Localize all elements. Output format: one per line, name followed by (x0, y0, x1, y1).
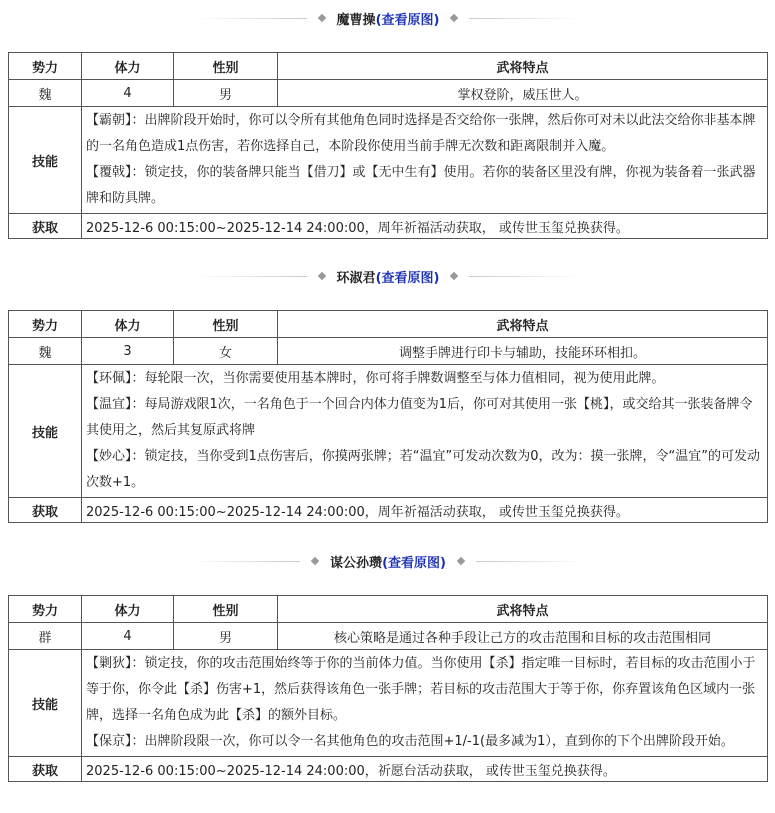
skills-row (9, 365, 768, 498)
gender-cell: 男 (174, 80, 278, 107)
hp-cell: 3 (82, 338, 174, 365)
acquire-label: 获取 (9, 498, 82, 523)
diamond-icon (311, 557, 319, 565)
acquire-cell: 2025-12-6 00:15:00~2025-12-14 24:00:00，祈愿台活动获取， 或传世玉玺兑换获得。 (82, 757, 768, 782)
diamond-icon (450, 272, 458, 280)
diamond-icon (317, 14, 325, 22)
acquire-row (9, 498, 768, 523)
diamond-icon (450, 14, 458, 22)
section-title-row (8, 0, 768, 36)
acquire-row (9, 757, 768, 782)
header-row (9, 311, 768, 338)
skill-text: 【保京】：出牌阶段限一次，你可以令一名其他角色的攻击范围+1/-1(最多减为1），直到你的下个出牌阶段开始。 (86, 734, 734, 749)
diamond-icon (457, 557, 465, 565)
trait-cell: 掌权登阶，威压世人。 (278, 80, 768, 107)
general-name: 谋公孙瓒 (330, 555, 383, 571)
trait-cell: 调整手牌进行印卡与辅助，技能环环相扣。 (278, 338, 768, 365)
gender-cell: 女 (174, 338, 278, 365)
skill-text: 【温宜】：每局游戏限1次，一名角色于一个回合内体力值变为1后，你可对其使用一张【桃】，或交给其一张装备牌令其使用之，然后其复原武将牌 (86, 397, 753, 438)
header-gender: 性别 (174, 53, 278, 80)
skill-text: 【剿狄】：锁定技，你的攻击范围始终等于你的当前体力值。当你使用【杀】指定唯一目标时，若目标的攻击范围小于等于你，你令此【杀】伤害+1，然后获得该角色一张手牌；若目标的攻击范围大于等于你，你弃置该角色区域内一张牌，选择一名角色成为此【杀】的额外目标。 (86, 656, 756, 723)
skill-text: 【霸朝】：出牌阶段开始时，你可以令所有其他角色同时选择是否交给你一张牌，然后你可对未以此法交给你非基本牌的一名角色造成1点伤害，若你选择自己，本阶段你使用当前手牌无次数和距离限制并入魔。 (86, 113, 756, 154)
skill-text: 【覆戟】：锁定技，你的装备牌只能当【借刀】或【无中生有】使用。若你的装备区里没有牌，你视为装备着一张武器牌和防具牌。 (86, 165, 756, 206)
header-hp: 体力 (82, 53, 174, 80)
faction-cell: 魏 (9, 80, 82, 107)
trait-cell: 核心策略是通过各种手段让己方的攻击范围和目标的攻击范围相同 (278, 623, 768, 650)
general-section-1 (8, 0, 768, 239)
divider-line-left (197, 276, 307, 277)
general-title (337, 267, 440, 286)
header-gender: 性别 (174, 311, 278, 338)
acquire-label: 获取 (9, 757, 82, 782)
header-faction: 势力 (9, 311, 82, 338)
view-original-link[interactable]: (查看原图) (382, 555, 446, 571)
general-title (337, 9, 440, 28)
diamond-icon (317, 272, 325, 280)
general-section-2 (8, 258, 768, 523)
acquire-label: 获取 (9, 214, 82, 239)
skills-cell (82, 107, 768, 214)
view-original-link[interactable]: (查看原图) (375, 270, 440, 286)
gender-cell: 男 (174, 623, 278, 650)
skills-row (9, 107, 768, 214)
skills-label: 技能 (9, 650, 82, 757)
acquire-cell: 2025-12-6 00:15:00~2025-12-14 24:00:00，周年祈福活动获取， 或传世玉玺兑换获得。 (82, 498, 768, 523)
hp-cell: 4 (82, 80, 174, 107)
skills-cell (82, 650, 768, 757)
divider-line-right (476, 561, 586, 562)
general-name: 魔曹操 (336, 12, 376, 28)
section-title-row (8, 258, 768, 294)
skills-row (9, 650, 768, 757)
general-title (330, 552, 446, 571)
header-trait: 武将特点 (278, 311, 768, 338)
general-name: 环淑君 (336, 270, 376, 286)
header-row (9, 596, 768, 623)
general-table (8, 310, 768, 523)
info-row (9, 623, 768, 650)
skills-label: 技能 (9, 107, 82, 214)
header-hp: 体力 (82, 596, 174, 623)
divider-line-left (190, 561, 300, 562)
info-row (9, 338, 768, 365)
skills-cell (82, 365, 768, 498)
faction-cell: 群 (9, 623, 82, 650)
acquire-cell: 2025-12-6 00:15:00~2025-12-14 24:00:00，周年祈福活动获取， 或传世玉玺兑换获得。 (82, 214, 768, 239)
header-trait: 武将特点 (278, 596, 768, 623)
header-faction: 势力 (9, 596, 82, 623)
divider-line-right (469, 276, 579, 277)
skill-text: 【环佩】：每轮限一次，当你需要使用基本牌时，你可将手牌数调整至与体力值相同，视为使用此牌。 (86, 371, 665, 386)
acquire-row (9, 214, 768, 239)
info-row (9, 80, 768, 107)
divider-line-left (197, 18, 307, 19)
view-original-link[interactable]: (查看原图) (375, 12, 440, 28)
general-table (8, 52, 768, 239)
header-row (9, 53, 768, 80)
header-faction: 势力 (9, 53, 82, 80)
faction-cell: 魏 (9, 338, 82, 365)
skill-text: 【妙心】：锁定技，当你受到1点伤害后，你摸两张牌；若“温宜”可发动次数为0，改为：摸一张牌，令“温宜”的可发动次数+1。 (86, 449, 760, 490)
header-trait: 武将特点 (278, 53, 768, 80)
hp-cell: 4 (82, 623, 174, 650)
header-gender: 性别 (174, 596, 278, 623)
divider-line-right (469, 18, 579, 19)
general-section-3 (8, 543, 768, 782)
skills-label: 技能 (9, 365, 82, 498)
general-table (8, 595, 768, 782)
header-hp: 体力 (82, 311, 174, 338)
section-title-row (8, 543, 768, 579)
